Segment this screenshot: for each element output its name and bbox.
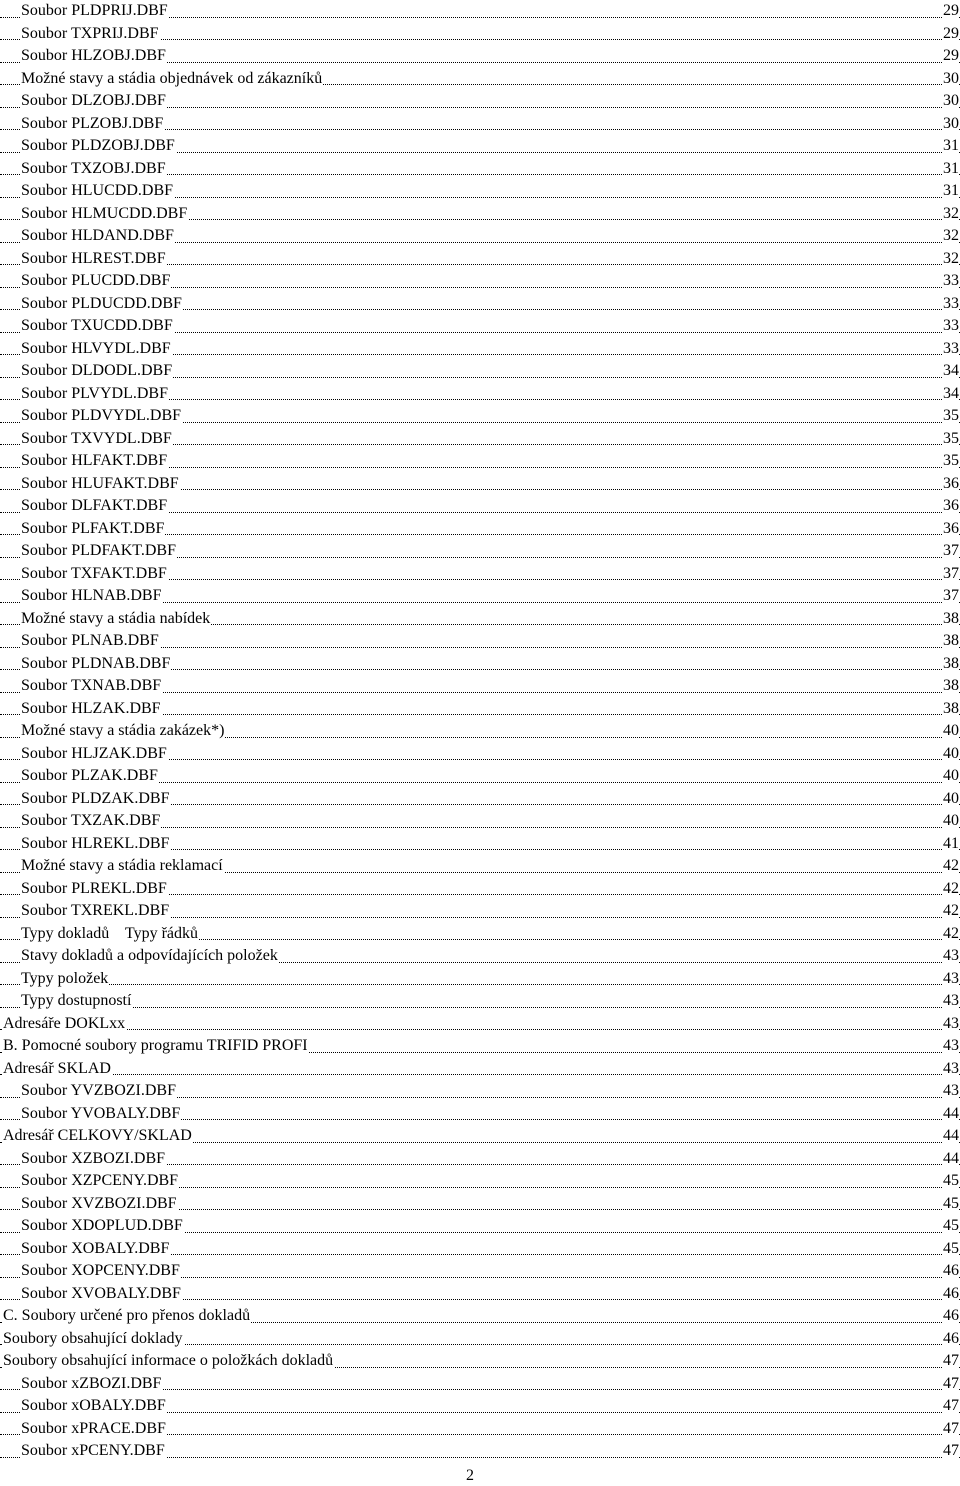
toc-entry-page: 33 xyxy=(942,338,959,361)
toc-entry-title: Soubor PLZOBJ.DBF xyxy=(21,114,164,132)
toc-entry-title: Soubor XDOPLUD.DBF xyxy=(21,1217,183,1234)
toc-entry[interactable] xyxy=(0,1103,960,1126)
page-number: 2 xyxy=(466,1467,474,1484)
toc-entry-page: 45 xyxy=(942,1193,959,1216)
toc-entry[interactable] xyxy=(0,608,960,631)
toc-entry-page: 33 xyxy=(942,270,959,293)
toc-entry-title: Soubor HLREKL.DBF xyxy=(21,834,170,852)
toc-entry-title: Soubor TXREKL.DBF xyxy=(21,902,170,919)
toc-entry[interactable] xyxy=(0,968,960,991)
toc-entry[interactable] xyxy=(0,315,960,338)
toc-entry-page: 29 xyxy=(942,0,959,23)
toc-entry[interactable] xyxy=(0,90,960,113)
toc-entry-page: 43 xyxy=(942,1058,959,1081)
toc-entry-title: Soubor TXNAB.DBF xyxy=(21,677,162,694)
toc-entry-title: Soubor TXUCDD.DBF xyxy=(21,317,173,334)
toc-entry-page: 38 xyxy=(942,653,959,676)
toc-entry[interactable] xyxy=(0,1260,960,1283)
toc-entry[interactable] xyxy=(0,518,960,541)
toc-entry[interactable] xyxy=(0,1215,960,1238)
toc-entry-page: 29 xyxy=(942,23,959,46)
toc-entry-title: Soubor PLDZOBJ.DBF xyxy=(21,137,175,154)
toc-entry[interactable] xyxy=(0,1080,960,1103)
toc-entry-title: Možné stavy a stádia nabídek xyxy=(21,609,211,627)
toc-entry[interactable] xyxy=(0,1373,960,1396)
toc-entry-page: 36 xyxy=(942,495,959,518)
toc-entry[interactable] xyxy=(0,1238,960,1261)
toc-entry[interactable] xyxy=(0,180,960,203)
toc-entry-page: 32 xyxy=(942,225,959,248)
toc-entry[interactable] xyxy=(0,383,960,406)
toc-entry[interactable] xyxy=(0,450,960,473)
toc-entry-title: Soubor HLDAND.DBF xyxy=(21,227,174,244)
toc-entry-title: Soubor xPCENY.DBF xyxy=(21,1442,165,1459)
toc-entry[interactable] xyxy=(0,0,960,23)
toc-entry-page: 41 xyxy=(942,833,959,856)
toc-entry-page: 31 xyxy=(942,180,959,203)
toc-entry-page: 45 xyxy=(942,1215,959,1238)
toc-entry-title: Soubor DLZOBJ.DBF xyxy=(21,92,166,109)
toc-entry-page: 38 xyxy=(942,698,959,721)
toc-entry-title: Soubor HLZAK.DBF xyxy=(21,699,161,717)
toc-entry-page: 42 xyxy=(942,923,959,946)
toc-dot-leader xyxy=(0,1074,960,1075)
toc-dot-leader xyxy=(0,1007,960,1008)
toc-entry[interactable] xyxy=(0,293,960,316)
toc-entry[interactable] xyxy=(0,563,960,586)
toc-entry[interactable] xyxy=(0,270,960,293)
toc-entry[interactable] xyxy=(0,405,960,428)
toc-entry[interactable] xyxy=(0,495,960,518)
toc-entry-page: 40 xyxy=(942,810,959,833)
toc-entry-page: 36 xyxy=(942,518,959,541)
toc-entry-page: 46 xyxy=(942,1328,959,1351)
toc-entry-page: 38 xyxy=(942,630,959,653)
toc-entry[interactable] xyxy=(0,113,960,136)
toc-entry-page: 30 xyxy=(942,113,959,136)
toc-entry-page: 47 xyxy=(942,1395,959,1418)
toc-entry[interactable] xyxy=(0,855,960,878)
toc-entry-page: 37 xyxy=(942,563,959,586)
toc-entry-title: Soubor TXZOBJ.DBF xyxy=(21,159,166,177)
toc-entry-page: 38 xyxy=(942,675,959,698)
toc-entry-page: 40 xyxy=(942,788,959,811)
toc-entry-page: 47 xyxy=(942,1440,959,1463)
toc-entry-page: 43 xyxy=(942,968,959,991)
toc-entry-title: Možné stavy a stádia zakázek*) xyxy=(21,722,225,739)
toc-entry-page: 35 xyxy=(942,428,959,451)
toc-entry-title: Možné stavy a stádia objednávek od zákazníků xyxy=(21,69,323,87)
toc-entry-page: 42 xyxy=(942,855,959,878)
toc-entry-title: Soubor TXVYDL.DBF xyxy=(21,429,172,447)
toc-entry-title: Soubor YVOBALY.DBF xyxy=(21,1104,181,1122)
toc-entry-page: 35 xyxy=(942,450,959,473)
toc-entry-title: Soubor PLZAK.DBF xyxy=(21,767,158,784)
toc-entry[interactable] xyxy=(0,630,960,653)
toc-entry[interactable] xyxy=(0,878,960,901)
toc-entry[interactable] xyxy=(0,540,960,563)
toc-entry-title: Soubor DLDODL.DBF xyxy=(21,362,173,379)
toc-entry-page: 30 xyxy=(942,68,959,91)
toc-entry-title: Soubor HLREST.DBF xyxy=(21,249,166,267)
toc-entry[interactable] xyxy=(0,990,960,1013)
toc-entry[interactable] xyxy=(0,1328,960,1351)
toc-entry[interactable] xyxy=(0,1058,960,1081)
toc-entry-title: Soubor HLZOBJ.DBF xyxy=(21,47,166,64)
toc-entry[interactable] xyxy=(0,135,960,158)
toc-entry-page: 46 xyxy=(942,1305,959,1328)
toc-entry-page: 31 xyxy=(942,158,959,181)
toc-entry-title: Soubor HLUFAKT.DBF xyxy=(21,474,179,492)
toc-entry-title: Soubor HLVYDL.DBF xyxy=(21,339,171,357)
toc-entry-page: 34 xyxy=(942,360,959,383)
toc-entry[interactable] xyxy=(0,45,960,68)
toc-entry-page: 45 xyxy=(942,1170,959,1193)
toc-entry-page: 37 xyxy=(942,540,959,563)
toc-entry[interactable] xyxy=(0,945,960,968)
toc-entry[interactable] xyxy=(0,1193,960,1216)
toc-entry[interactable] xyxy=(0,1350,960,1373)
toc-entry-title: Typy dostupností xyxy=(21,992,132,1009)
toc-entry-title: Soubor xZBOZI.DBF xyxy=(21,1374,162,1392)
toc-entry-title: Soubor PLVYDL.DBF xyxy=(21,384,168,402)
toc-entry-title: C. Soubory určené pro přenos dokladů xyxy=(3,1307,251,1324)
toc-entry-page: 47 xyxy=(942,1373,959,1396)
toc-entry-title: Stavy dokladů a odpovídajících položek xyxy=(21,947,278,964)
toc-entry-title: Soubor TXZAK.DBF xyxy=(21,812,161,829)
toc-entry[interactable] xyxy=(0,1395,960,1418)
toc-entry[interactable] xyxy=(0,338,960,361)
toc-entry-page: 40 xyxy=(942,720,959,743)
toc-entry-title: Soubor PLDUCDD.DBF xyxy=(21,294,182,312)
toc-entry-title: Soubor TXPRIJ.DBF xyxy=(21,24,159,42)
toc-entry-title: Adresář SKLAD xyxy=(3,1059,111,1077)
toc-entry[interactable] xyxy=(0,225,960,248)
toc-entry-title: Soubor HLFAKT.DBF xyxy=(21,452,168,469)
toc-entry-page: 43 xyxy=(942,990,959,1013)
toc-entry[interactable] xyxy=(0,1148,960,1171)
toc-entry-page: 42 xyxy=(942,878,959,901)
toc-entry[interactable] xyxy=(0,1125,960,1148)
toc-entry-title: Soubor XOBALY.DBF xyxy=(21,1239,170,1257)
toc-entry-page: 40 xyxy=(942,743,959,766)
toc-entry[interactable] xyxy=(0,1305,960,1328)
toc-entry-page: 46 xyxy=(942,1260,959,1283)
toc-entry[interactable] xyxy=(0,248,960,271)
toc-entry[interactable] xyxy=(0,360,960,383)
toc-entry-page: 44 xyxy=(942,1103,959,1126)
toc-entry-title: Adresář CELKOVY/SKLAD xyxy=(3,1127,192,1144)
toc-entry-page: 42 xyxy=(942,900,959,923)
toc-entry-title: Soubor TXFAKT.DBF xyxy=(21,564,167,582)
toc-entry-title: Soubor HLNAB.DBF xyxy=(21,587,162,604)
toc-entry-title: Možné stavy a stádia reklamací xyxy=(21,857,223,874)
toc-entry-title: Soubor PLREKL.DBF xyxy=(21,879,167,897)
toc-dot-leader xyxy=(0,984,960,985)
toc-entry[interactable] xyxy=(0,923,960,946)
toc-entry-page: 31 xyxy=(942,135,959,158)
toc-entry-title: Soubor PLDZAK.DBF xyxy=(21,789,170,807)
toc-entry-page: 47 xyxy=(942,1350,959,1373)
toc-entry-title: Soubory obsahující doklady xyxy=(3,1329,183,1347)
toc-entry[interactable] xyxy=(0,833,960,856)
toc-entry-title: Soubor XVZBOZI.DBF xyxy=(21,1194,177,1212)
toc-entry-title: Soubor PLDNAB.DBF xyxy=(21,654,171,672)
toc-entry-title: Soubor DLFAKT.DBF xyxy=(21,497,168,514)
toc-entry-title: Soubor PLFAKT.DBF xyxy=(21,519,165,537)
toc-dot-leader xyxy=(0,1029,960,1030)
toc-entry-page: 36 xyxy=(942,473,959,496)
toc-entry[interactable] xyxy=(0,720,960,743)
toc-entry-title: B. Pomocné soubory programu TRIFID PROFI xyxy=(3,1037,308,1054)
toc-entry-page: 43 xyxy=(942,1013,959,1036)
toc-entry-title: Soubor PLDVYDL.DBF xyxy=(21,407,182,424)
toc-entry-title: Soubor PLDPRIJ.DBF xyxy=(21,2,168,19)
toc-entry-page: 38 xyxy=(942,608,959,631)
toc-entry-page: 35 xyxy=(942,405,959,428)
toc-entry-page: 43 xyxy=(942,1080,959,1103)
toc-entry[interactable] xyxy=(0,158,960,181)
toc-entry-page: 32 xyxy=(942,248,959,271)
toc-entry-page: 29 xyxy=(942,45,959,68)
toc-entry-page: 44 xyxy=(942,1148,959,1171)
toc-entry-title: Soubor XZBOZI.DBF xyxy=(21,1149,166,1167)
toc-entry[interactable] xyxy=(0,900,960,923)
toc-entry-page: 34 xyxy=(942,383,959,406)
toc-entry-page: 44 xyxy=(942,1125,959,1148)
toc-entry-title: Soubor XZPCENY.DBF xyxy=(21,1172,179,1189)
toc-entry-title: Adresáře DOKLxx xyxy=(3,1014,126,1032)
toc-entry[interactable] xyxy=(0,810,960,833)
toc-entry-page: 45 xyxy=(942,1238,959,1261)
toc-entry[interactable] xyxy=(0,1035,960,1058)
toc-entry-page: 43 xyxy=(942,945,959,968)
toc-entry[interactable] xyxy=(0,1418,960,1441)
toc-entry-title: Soubor XOPCENY.DBF xyxy=(21,1262,180,1279)
toc-entry-page: 47 xyxy=(942,1418,959,1441)
toc-entry-page: 33 xyxy=(942,315,959,338)
toc-entry-title: Soubor xPRACE.DBF xyxy=(21,1419,166,1437)
toc-entry-title: Soubor HLMUCDD.DBF xyxy=(21,204,188,222)
toc-entry[interactable] xyxy=(0,743,960,766)
toc-entry-title: Soubor xOBALY.DBF xyxy=(21,1397,166,1414)
toc-entry[interactable] xyxy=(0,1283,960,1306)
toc-entry[interactable] xyxy=(0,203,960,226)
toc-entry-title: Soubor XVOBALY.DBF xyxy=(21,1284,181,1302)
toc-entry-page: 37 xyxy=(942,585,959,608)
toc-entry-title: Soubor HLJZAK.DBF xyxy=(21,744,167,762)
toc-entry-title: Typy dokladů Typy řádků xyxy=(21,924,198,942)
toc-entry-page: 46 xyxy=(942,1283,959,1306)
toc-entry-title: Soubory obsahující informace o položkách dokladů xyxy=(3,1352,334,1369)
toc-entry-title: Soubor HLUCDD.DBF xyxy=(21,182,174,199)
toc-entry-page: 32 xyxy=(942,203,959,226)
toc-entry-title: Soubor PLDFAKT.DBF xyxy=(21,542,176,559)
toc-entry[interactable] xyxy=(0,1013,960,1036)
toc-entry[interactable] xyxy=(0,23,960,46)
toc-entry[interactable] xyxy=(0,428,960,451)
toc-entry-title: Soubor PLUCDD.DBF xyxy=(21,272,171,289)
toc-entry-page: 43 xyxy=(942,1035,959,1058)
toc-entry-title: Typy položek xyxy=(21,969,109,987)
toc-entry-page: 33 xyxy=(942,293,959,316)
toc-entry-title: Soubor PLNAB.DBF xyxy=(21,632,159,649)
toc-entry[interactable] xyxy=(0,653,960,676)
toc-entry-page: 40 xyxy=(942,765,959,788)
toc-entry[interactable] xyxy=(0,68,960,91)
toc-entry[interactable] xyxy=(0,675,960,698)
toc-entry[interactable] xyxy=(0,698,960,721)
toc-entry[interactable] xyxy=(0,1170,960,1193)
toc-entry-title: Soubor YVZBOZI.DBF xyxy=(21,1082,176,1099)
toc-entry[interactable] xyxy=(0,1440,960,1463)
toc-entry[interactable] xyxy=(0,473,960,496)
toc-entry[interactable] xyxy=(0,585,960,608)
toc-entry-page: 30 xyxy=(942,90,959,113)
toc-entry[interactable] xyxy=(0,765,960,788)
toc-entry[interactable] xyxy=(0,788,960,811)
